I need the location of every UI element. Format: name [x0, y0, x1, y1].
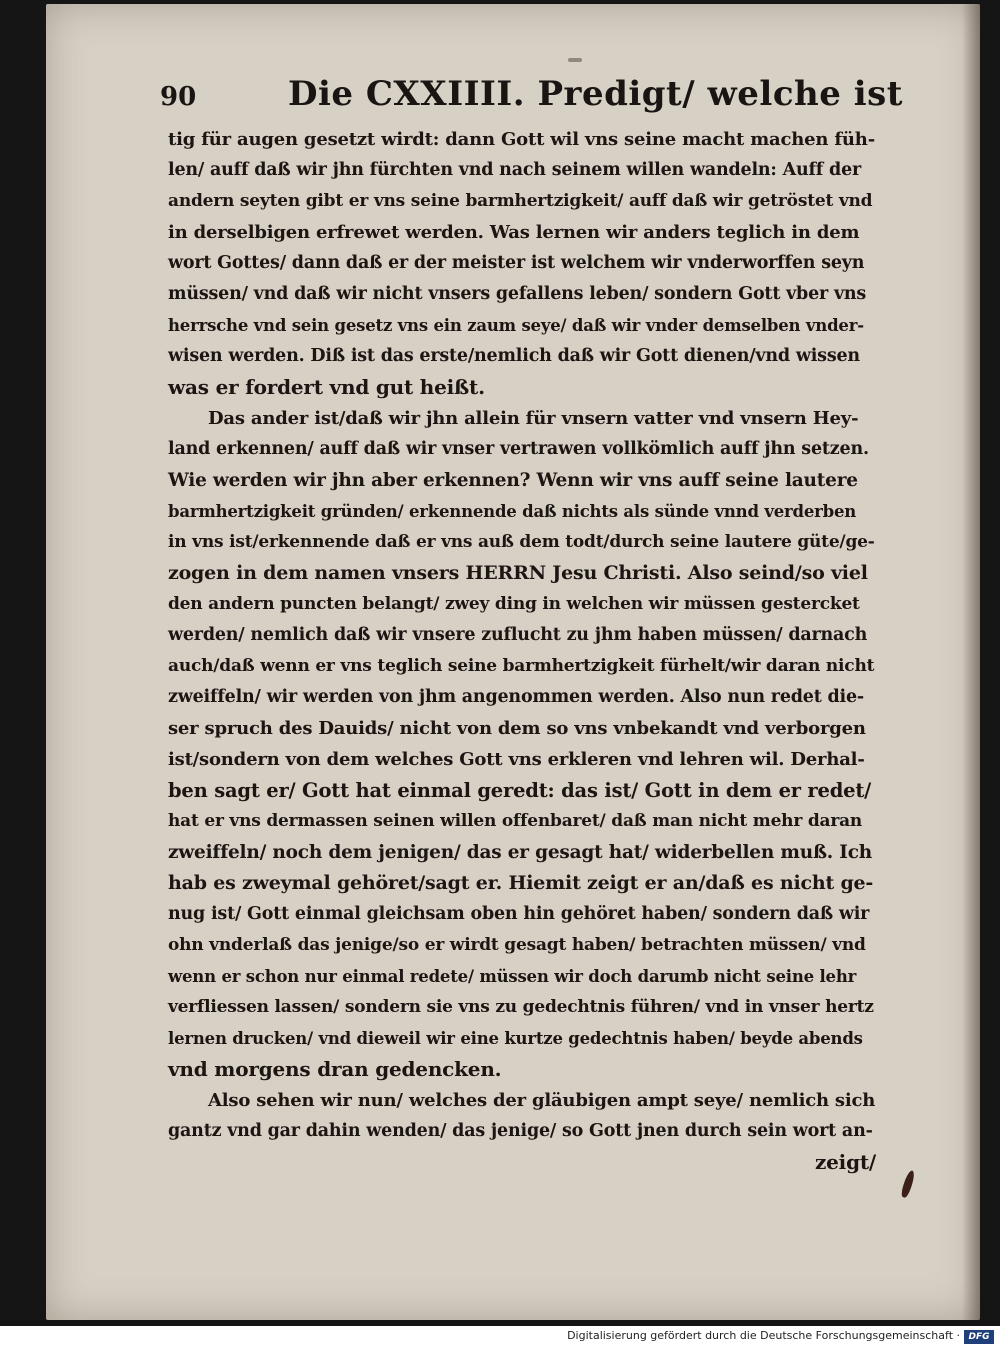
text-line: len/ auff daß wir jhn fürchten vnd nach seinem willen wandeln: Auff der	[168, 160, 862, 180]
text-line: verfliessen lassen/ sondern sie vns zu gedechtnis führen/ vnd in vnser hertz	[168, 997, 874, 1017]
text-line: ohn vnderlaß das jenige/so er wirdt gesagt haben/ betrachten müssen/ vnd	[168, 935, 866, 955]
text-line: Das ander ist/daß wir jhn allein für vnsern vatter vnd vnsern Hey-	[208, 408, 859, 429]
text-line: wenn er schon nur einmal redete/ müssen wir doch darumb nicht seine lehr	[168, 967, 857, 986]
text-line: nug ist/ Gott einmal gleichsam oben hin gehöret haben/ sondern daß wir	[168, 904, 870, 924]
text-line: ben sagt er/ Gott hat einmal geredt: das ist/ Gott in dem er redet/	[168, 779, 872, 802]
dfg-logo: DFG	[964, 1330, 994, 1344]
ink-smudge	[568, 58, 582, 62]
text-line: andern seyten gibt er vns seine barmhertzigkeit/ auff daß wir getröstet vnd	[168, 191, 873, 211]
text-line: barmhertzigkeit gründen/ erkennende daß nichts als sünde vnnd verderben	[168, 502, 857, 521]
text-line: zweiffeln/ noch dem jenigen/ das er gesagt hat/ widerbellen muß. Ich	[168, 842, 873, 863]
catchword: zeigt/	[814, 1150, 876, 1174]
text-line: herrsche vnd sein gesetz vns ein zaum seye/ daß wir vnder demselben vnder-	[168, 316, 864, 335]
text-line: in derselbigen erfrewet werden. Was lernen wir anders teglich in dem	[168, 222, 860, 243]
page-header	[160, 74, 903, 124]
text-line: zweiffeln/ wir werden von jhm angenommen werden. Also nun redet die-	[168, 687, 864, 707]
text-line: müssen/ vnd daß wir nicht vnsers gefallens leben/ sondern Gott vber vns	[168, 284, 867, 304]
text-line: Wie werden wir jhn aber erkennen? Wenn wir vns auff seine lautere	[168, 470, 858, 491]
text-line: lernen drucken/ vnd dieweil wir eine kurtze gedechtnis haben/ beyde abends	[168, 1029, 863, 1048]
footer-bar	[0, 1326, 1000, 1348]
text-line: vnd morgens dran gedencken.	[168, 1057, 502, 1081]
text-line: werden/ nemlich daß wir vnsere zuflucht zu jhm haben müssen/ darnach	[168, 625, 868, 645]
text-line: ist/sondern von dem welches Gott vns erkleren vnd lehren wil. Derhal-	[168, 749, 865, 770]
text-line: was er fordert vnd gut heißt.	[168, 375, 485, 399]
running-title: Die CXXIIII. Predigt/ welche ist	[288, 74, 903, 114]
text-line: land erkennen/ auff daß wir vnser vertrawen vollkömlich auff jhn setzen.	[168, 439, 869, 459]
body-text	[168, 124, 876, 1178]
page-number: 90	[160, 82, 197, 112]
text-line: wisen werden. Diß ist das erste/nemlich daß wir Gott dienen/vnd wissen	[168, 346, 860, 366]
text-line: gantz vnd gar dahin wenden/ das jenige/ so Gott jnen durch sein wort an-	[168, 1121, 873, 1141]
text-line: hat er vns dermassen seinen willen offenbaret/ daß man nicht mehr daran	[168, 811, 863, 831]
text-line: zogen in dem namen vnsers HERRN Jesu Christi. Also seind/so viel	[168, 562, 868, 584]
text-line: Also sehen wir nun/ welches der gläubigen ampt seye/ nemlich sich	[208, 1090, 876, 1111]
text-line: hab es zweymal gehöret/sagt er. Hiemit zeigt er an/daß es nicht ge-	[168, 872, 874, 894]
text-line: auch/daß wenn er vns teglich seine barmhertzigkeit fürhelt/wir daran nicht	[168, 656, 875, 676]
text-line: wort Gottes/ dann daß er der meister ist welchem wir vnderworffen seyn	[168, 253, 865, 273]
footer-credit: Digitalisierung gefördert durch die Deutsche Forschungsgemeinschaft ·	[567, 1329, 960, 1342]
page-spine-shadow	[962, 4, 980, 1320]
text-line: ser spruch des Dauids/ nicht von dem so vns vnbekandt vnd verborgen	[168, 718, 866, 739]
text-line: in vns ist/erkennende daß er vns auß dem todt/durch seine lautere güte/ge-	[168, 532, 875, 552]
text-line: tig für augen gesetzt wirdt: dann Gott wil vns seine macht machen füh-	[168, 129, 875, 150]
text-line: den andern puncten belangt/ zwey ding in welchen wir müssen gestercket	[168, 594, 860, 614]
